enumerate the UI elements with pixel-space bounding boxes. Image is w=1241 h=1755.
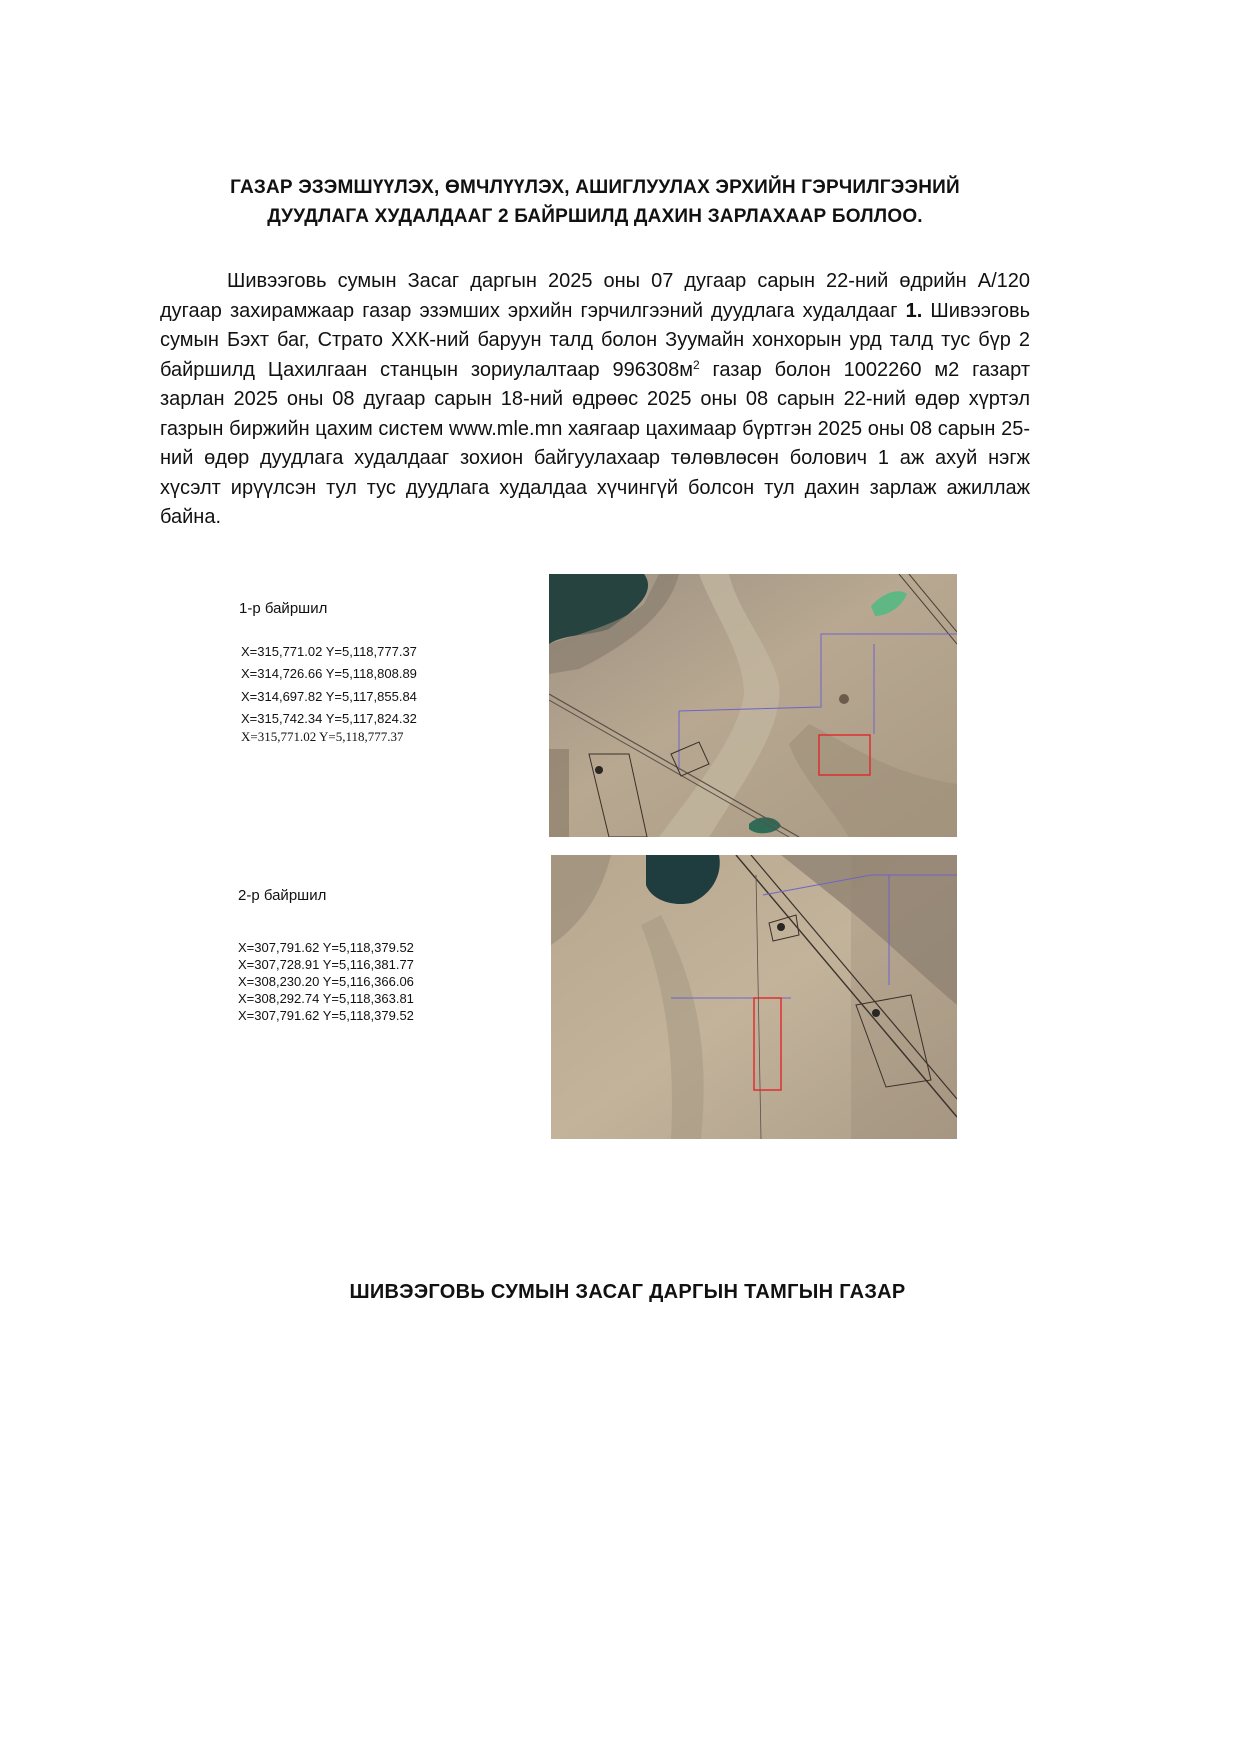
coordinate-row: X=307,728.91 Y=5,116,381.77 xyxy=(238,957,414,972)
site-marker xyxy=(839,694,849,704)
coordinate-row: X=308,230.20 Y=5,116,366.06 xyxy=(238,974,414,989)
site-marker xyxy=(777,923,785,931)
coordinate-row: X=314,726.66 Y=5,118,808.89 xyxy=(241,666,417,682)
item-number: 1. xyxy=(905,299,923,322)
coordinate-row: X=315,771.02 Y=5,118,777.37 xyxy=(241,728,404,744)
coordinate-row: X=315,771.02 Y=5,118,777.37 xyxy=(241,644,417,659)
paragraph-part-3: газар болон 1002260 м2 газарт зарлан 2025 оны 08 дугаар сарын 18-ний өдрөөс 2025 оны 08 сарын 22-ний өдөр хүртэл газрын биржийн цахим систем www.mle.mn хаягаар цахимаар бүртгэн 2025 оны 08 сарын 25-ний өдөр дуудлага худалдааг зохион байгуулахаар төлөвлөсөн болович 1 аж ахуй нэгж хүсэлт ирүүлсэн тул тус дуудлага худалдаа хүчингүй болсон тул дахин зарлаж ажиллаж байна. xyxy=(160,358,1031,528)
area-superscript: 2 xyxy=(692,357,700,372)
location-1-satellite-map xyxy=(549,574,957,837)
location-2-label: 2-р байршил xyxy=(238,887,327,904)
location-2-coordinates xyxy=(238,939,414,1024)
dark-patch xyxy=(851,855,957,1139)
coordinate-row: X=307,791.62 Y=5,118,379.52 xyxy=(238,940,414,955)
location-1-coordinates xyxy=(241,641,417,743)
title-line-2: ДУУДЛАГА ХУДАЛДААГ 2 БАЙРШИЛД ДАХИН ЗАРЛАХААР БОЛЛОО. xyxy=(267,206,923,227)
site-marker xyxy=(872,1009,880,1017)
issuer-footer: ШИВЭЭГОВЬ СУМЫН ЗАСАГ ДАРГЫН ТАМГЫН ГАЗАР xyxy=(349,1281,906,1303)
paragraph-part-1: Шивээговь сумын Засаг даргын 2025 оны 07 дугаар сарын 22-ний өдрийн А/120 дугаар захирамжаар газар эзэмших эрхийн гэрчилгээний дуудлага худалдааг xyxy=(160,270,1030,322)
location-1-label: 1-р байршил xyxy=(239,600,328,617)
coordinate-row: X=308,292.74 Y=5,118,363.81 xyxy=(238,991,414,1006)
paragraph-part-2: Шивээговь сумын Бэхт баг, Страто ХХК-ний баруун талд болон Зуумайн хонхорын урд талд тус бүр 2 байршилд Цахилгаан станцын зориулалтаар 996308м xyxy=(160,299,1030,381)
site-marker xyxy=(595,766,603,774)
location-2-satellite-map xyxy=(551,855,957,1139)
coordinate-row: X=307,791.62 Y=5,118,379.52 xyxy=(238,1008,414,1023)
dark-patch xyxy=(549,749,569,837)
document-title xyxy=(150,173,1040,231)
announcement-paragraph xyxy=(160,267,1030,533)
title-line-1: ГАЗАР ЭЗЭМШҮҮЛЭХ, ӨМЧЛҮҮЛЭХ, АШИГЛУУЛАХ ЭРХИЙН ГЭРЧИЛГЭЭНИЙ xyxy=(230,177,960,198)
coordinate-row: X=314,697.82 Y=5,117,855.84 xyxy=(241,688,417,704)
coordinate-row: X=315,742.34 Y=5,117,824.32 xyxy=(241,711,417,727)
